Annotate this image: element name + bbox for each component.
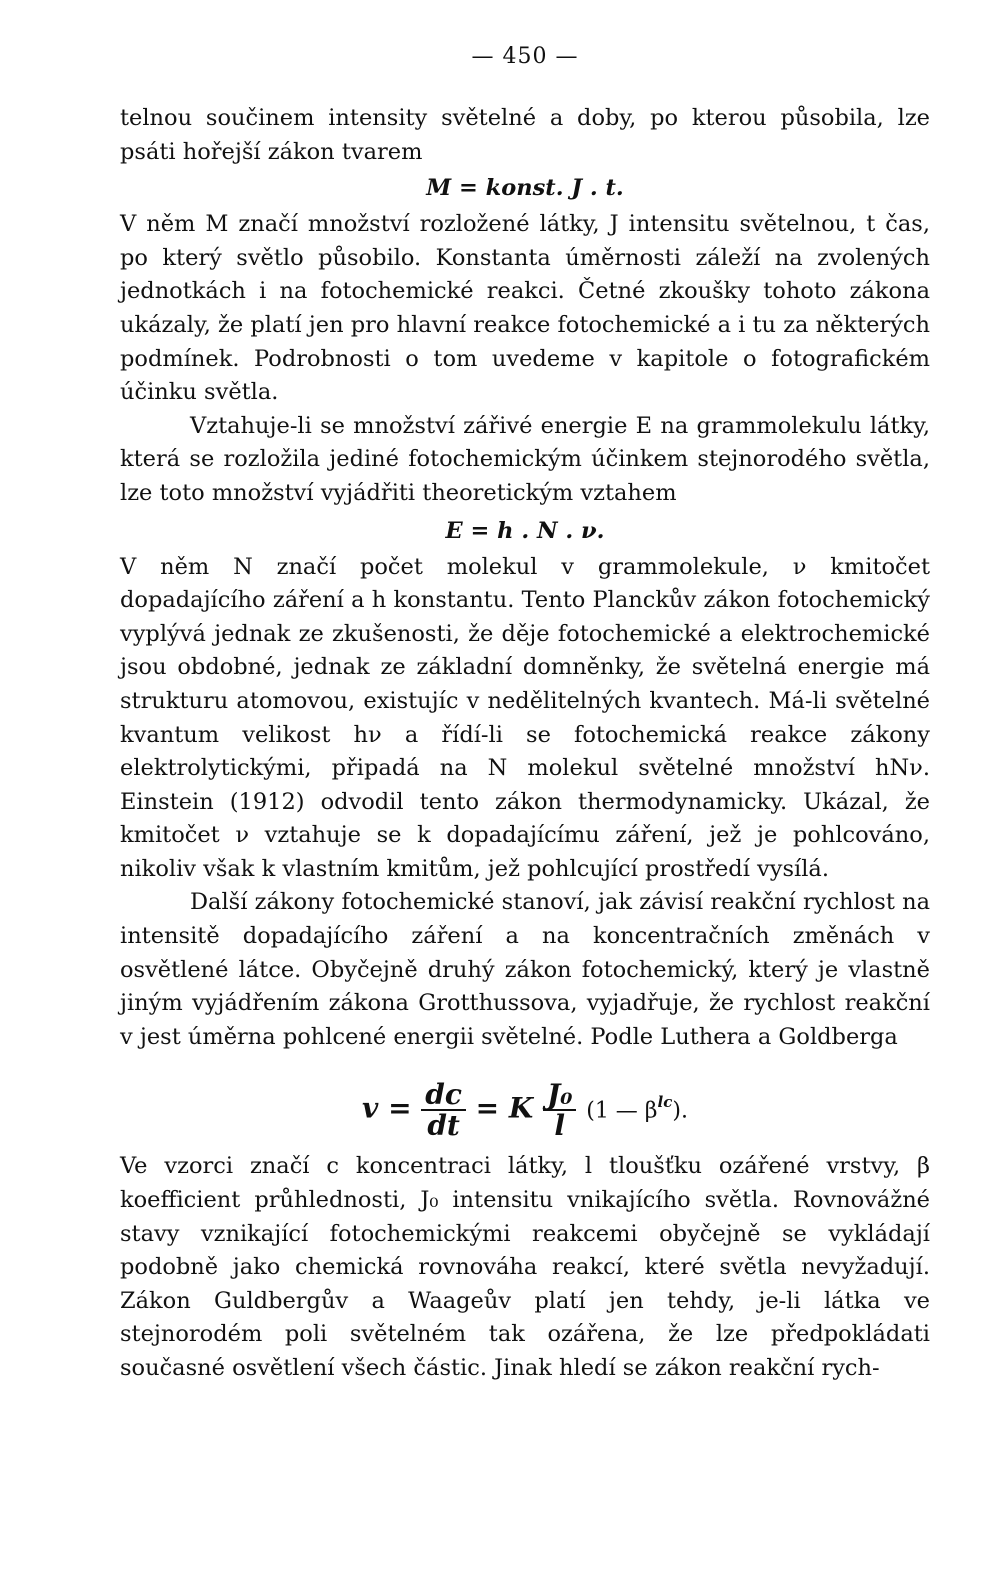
paragraph-3: Vztahuje-li se množství zářivé energie E na grammolekulu látky, která se rozložila jediné fotochemickým účinkem stejnorodého světla, lze toto množství vyjádřiti theoretickým vztahem <box>120 412 930 506</box>
formula-exponent: lc <box>657 1093 673 1112</box>
paragraph-1: telnou součinem intensity světelné a doby, po kterou působila, lze psáti hořejší zákon tvarem <box>120 105 930 165</box>
paragraph-5: Další zákony fotochemické stanoví, jak závisí reakční rychlost na intensitě dopadajícího záření a na koncentračních změnách v osvětlené látce. Obyčejně druhý zákon fotochemický, který je vlastně jiným vyjádřením zákona Grotthussova, vyjadřuje, že rychlost reakční v jest úměrna pohlcené energii světelné. Podle Luthera a Goldberga <box>120 889 930 1050</box>
paragraph-4: V něm N značí počet molekul v grammolekule, ν kmitočet dopadajícího záření a h konstantu. Tento Planckův zákon fotochemický vyplývá jednak ze zkušenosti, že děje fotochemické a elektrochemické jsou obdobné, jednak ze základní domněnky, že světelná energie má strukturu atomovou, existujíc v nedělitelných kvantech. Má-li světelné kvantum velikost hν a řídí-li se fotochemická reakce zákony elektrolytickými, připadá na N molekul světelné množství hNν. Einstein (1912) odvodil tento zákon thermodynamicky. Ukázal, že kmitočet ν vztahuje se k dopadajícímu záření, jež je pohlcováno, nikoliv však k vlastním kmitům, jež pohlcující prostředí vysílá. <box>120 553 930 882</box>
formula-mass: M = konst. J . t. <box>426 175 624 202</box>
fraction-dc-dt <box>421 1077 466 1143</box>
fraction-numerator-j0: J₀ <box>543 1080 577 1111</box>
page-body <box>120 102 930 1386</box>
formula-equals-k: = K <box>475 1091 534 1125</box>
fraction-numerator: dc <box>421 1080 466 1111</box>
fraction-j0-l <box>543 1077 577 1143</box>
formula-paren: (1 — β <box>586 1098 658 1124</box>
formula-reaction-rate <box>120 1054 930 1150</box>
paragraph-2: V něm M značí množství rozložené látky, J intensitu světelnou, t čas, po který světlo působilo. Konstanta úměrnosti záleží na zvolených jednotkách i na fotochemické reakci. Četné zkoušky tohoto zákona ukázaly, že platí jen pro hlavní reakce fotochemické a i tu za některých podmínek. Podrobnosti o tom uvedeme v kapitole o fotografickém účinku světla. <box>120 211 930 406</box>
formula-energy: E = h . N . ν. <box>445 517 605 544</box>
fraction-denominator: dt <box>427 1109 460 1143</box>
formula-close: ). <box>672 1098 688 1124</box>
fraction-denominator-l: l <box>554 1109 566 1143</box>
page-number: — 450 — <box>471 44 579 69</box>
paragraph-6: Ve vzorci značí c koncentraci látky, l tloušťku ozářené vrstvy, β koefficient průhlednosti, J₀ intensitu vnikajícího světla. Rovnovážné stavy vznikající fotochemickými reakcemi obyčejně se vykládají podobně jako chemická rovnováha reakcí, které světla nevyžadují. Zákon Guldbergův a Waageův platí jen tehdy, je-li látka ve stejnorodém poli světelném tak ozářena, že lze předpokládati současné osvětlení všech částic. Jinak hledí se zákon reakční rych- <box>120 1153 930 1381</box>
formula-lhs: v = <box>362 1091 412 1125</box>
